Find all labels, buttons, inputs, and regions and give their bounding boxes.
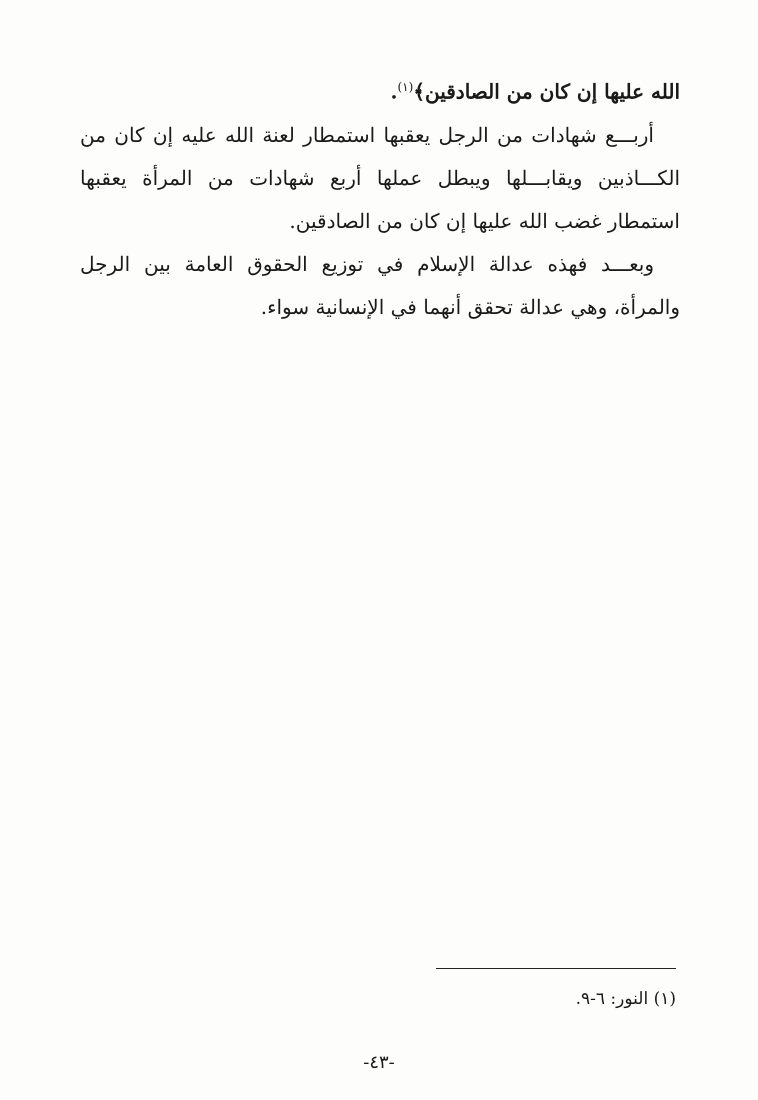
page-number: -٤٣- bbox=[363, 1052, 395, 1073]
footnote: (١) النور: ٦-٩. bbox=[575, 989, 676, 1009]
paragraph-justice: وبعـــد فهذه عدالة الإسلام في توزيع الحقوق العامة بين الرجل والمرأة، وهي عدالة تحقق أنهما في الإنسانية سواء. bbox=[80, 251, 680, 319]
footnote-separator bbox=[436, 968, 676, 969]
verse-line bbox=[80, 66, 680, 114]
verse-end: . bbox=[390, 79, 398, 104]
main-text bbox=[80, 66, 680, 329]
paragraph-testimonies: أربـــع شهادات من الرجل يعقبها استمطار لعنة الله عليه إن كان من الكـــاذبين ويقابـــلها ويبطل عملها أربع شهادات من المرأة يعقبها استمطار غضب الله عليها إن كان من الصادقين. bbox=[80, 122, 680, 233]
footnote-marker: (١) bbox=[397, 80, 414, 94]
verse-text: الله عليها إن كان من الصادقين﴾ bbox=[413, 79, 680, 104]
